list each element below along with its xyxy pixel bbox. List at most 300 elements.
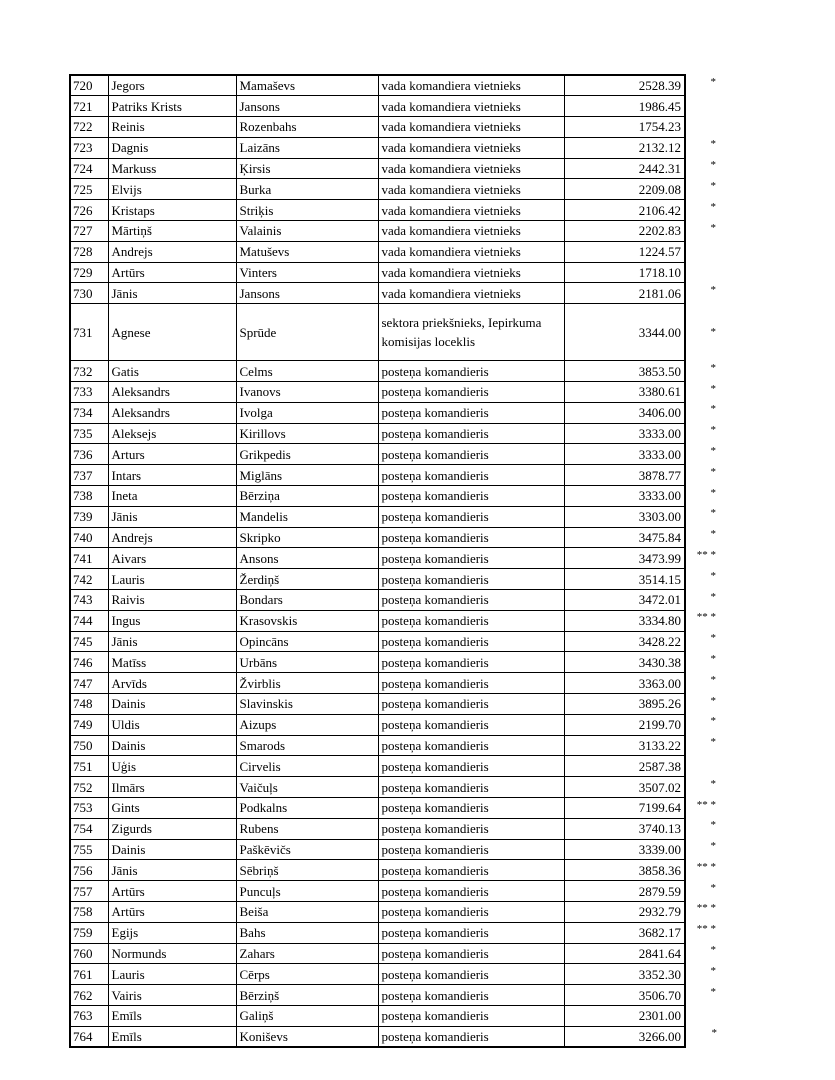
cell-position: posteņa komandieris [378, 631, 564, 652]
cell-last-name: Celms [236, 361, 378, 382]
cell-number: 721 [70, 96, 108, 117]
cell-first-name: Lauris [108, 964, 236, 985]
cell-first-name: Arvīds [108, 673, 236, 694]
cell-last-name: Koniševs [236, 1026, 378, 1047]
cell-last-name: Rubens [236, 818, 378, 839]
cell-position: posteņa komandieris [378, 777, 564, 798]
cell-amount: 3895.26 [564, 694, 685, 715]
cell-note-marker: * [710, 486, 716, 499]
cell-last-name: Vaičuļs [236, 777, 378, 798]
table-row [70, 610, 721, 631]
cell-first-name: Emīls [108, 1026, 236, 1047]
cell-last-name: Miglāns [236, 465, 378, 486]
table-row [70, 361, 721, 382]
cell-position: posteņa komandieris [378, 610, 564, 631]
cell-last-name: Rozenbahs [236, 117, 378, 138]
cell-note-marker: * [710, 465, 716, 478]
cell-number: 738 [70, 486, 108, 507]
cell-note-marker: * [710, 325, 716, 338]
cell-amount: 2181.06 [564, 283, 685, 304]
cell-amount: 3333.00 [564, 444, 685, 465]
cell-last-name: Kirillovs [236, 423, 378, 444]
cell-position: posteņa komandieris [378, 735, 564, 756]
cell-position: posteņa komandieris [378, 506, 564, 527]
cell-number: 731 [70, 304, 108, 361]
cell-amount: 2932.79 [564, 901, 685, 922]
cell-first-name: Emīls [108, 1005, 236, 1026]
cell-position: posteņa komandieris [378, 465, 564, 486]
cell-first-name: Raivis [108, 590, 236, 611]
cell-position: vada komandiera vietnieks [378, 241, 564, 262]
cell-last-name: Zahars [236, 943, 378, 964]
table-row [70, 590, 721, 611]
cell-position: posteņa komandieris [378, 922, 564, 943]
cell-note-marker: * [710, 652, 716, 665]
cell-amount: 3380.61 [564, 382, 685, 403]
cell-amount: 2442.31 [564, 158, 685, 179]
cell-note-marker: * [710, 221, 716, 234]
cell-note-marker [685, 96, 721, 117]
cell-first-name: Andrejs [108, 241, 236, 262]
cell-amount: 3363.00 [564, 673, 685, 694]
cell-number: 737 [70, 465, 108, 486]
cell-last-name: Jansons [236, 96, 378, 117]
cell-number: 743 [70, 590, 108, 611]
cell-number: 723 [70, 137, 108, 158]
cell-first-name: Dainis [108, 735, 236, 756]
cell-first-name: Markuss [108, 158, 236, 179]
cell-number: 724 [70, 158, 108, 179]
cell-number: 752 [70, 777, 108, 798]
cell-first-name: Artūrs [108, 881, 236, 902]
cell-last-name: Vinters [236, 262, 378, 283]
cell-note-marker: * [710, 944, 716, 957]
cell-amount: 3344.00 [564, 304, 685, 361]
cell-amount: 2106.42 [564, 200, 685, 221]
cell-position: vada komandiera vietnieks [378, 200, 564, 221]
cell-first-name: Jānis [108, 283, 236, 304]
cell-first-name: Jānis [108, 631, 236, 652]
cell-amount: 3506.70 [564, 985, 685, 1006]
cell-position: posteņa komandieris [378, 985, 564, 1006]
cell-number: 722 [70, 117, 108, 138]
table-row [70, 75, 721, 96]
cell-number: 760 [70, 943, 108, 964]
table-row [70, 1026, 721, 1047]
cell-last-name: Bahs [236, 922, 378, 943]
cell-amount: 3428.22 [564, 631, 685, 652]
cell-note-marker [685, 262, 721, 283]
table-row [70, 901, 721, 922]
cell-position: posteņa komandieris [378, 423, 564, 444]
cell-number: 748 [70, 694, 108, 715]
cell-first-name: Jānis [108, 860, 236, 881]
cell-number: 761 [70, 964, 108, 985]
cell-first-name: Reinis [108, 117, 236, 138]
cell-amount: 3473.99 [564, 548, 685, 569]
table-row [70, 798, 721, 819]
cell-first-name: Kristaps [108, 200, 236, 221]
table-row [70, 241, 721, 262]
cell-first-name: Elvijs [108, 179, 236, 200]
table-row [70, 943, 721, 964]
cell-last-name: Žvirblis [236, 673, 378, 694]
cell-number: 754 [70, 818, 108, 839]
cell-first-name: Dainis [108, 839, 236, 860]
cell-number: 753 [70, 798, 108, 819]
cell-amount: 2209.08 [564, 179, 685, 200]
table-row [70, 221, 721, 242]
table-row [70, 262, 721, 283]
table-row [70, 735, 721, 756]
cell-first-name: Intars [108, 465, 236, 486]
cell-note-marker: ** * [696, 860, 716, 873]
cell-amount: 3682.17 [564, 922, 685, 943]
cell-amount: 3339.00 [564, 839, 685, 860]
cell-amount: 3430.38 [564, 652, 685, 673]
table-row [70, 465, 721, 486]
cell-last-name: Sprūde [236, 304, 378, 361]
cell-amount: 2132.12 [564, 137, 685, 158]
cell-position: posteņa komandieris [378, 382, 564, 403]
cell-first-name: Matīss [108, 652, 236, 673]
cell-last-name: Podkalns [236, 798, 378, 819]
cell-position: posteņa komandieris [378, 943, 564, 964]
cell-amount: 3334.80 [564, 610, 685, 631]
cell-first-name: Andrejs [108, 527, 236, 548]
table-row [70, 486, 721, 507]
cell-position: posteņa komandieris [378, 361, 564, 382]
table-row [70, 158, 721, 179]
cell-last-name: Sēbriņš [236, 860, 378, 881]
cell-note-marker: ** * [696, 902, 716, 915]
cell-number: 742 [70, 569, 108, 590]
cell-amount: 2202.83 [564, 221, 685, 242]
cell-number: 720 [70, 75, 108, 96]
cell-note-marker: * [710, 819, 716, 832]
cell-amount: 1224.57 [564, 241, 685, 262]
cell-amount: 3266.00 [564, 1026, 685, 1047]
cell-position: posteņa komandieris [378, 756, 564, 777]
cell-number: 746 [70, 652, 108, 673]
cell-number: 733 [70, 382, 108, 403]
cell-last-name: Cērps [236, 964, 378, 985]
cell-last-name: Striķis [236, 200, 378, 221]
cell-number: 757 [70, 881, 108, 902]
cell-number: 728 [70, 241, 108, 262]
cell-note-marker: * [710, 159, 716, 172]
cell-position: vada komandiera vietnieks [378, 75, 564, 96]
cell-position: vada komandiera vietnieks [378, 137, 564, 158]
cell-amount: 7199.64 [564, 798, 685, 819]
cell-first-name: Ineta [108, 486, 236, 507]
cell-first-name: Artūrs [108, 262, 236, 283]
cell-note-marker: * [710, 444, 716, 457]
cell-amount: 2841.64 [564, 943, 685, 964]
table-row [70, 756, 721, 777]
cell-note-marker [685, 756, 721, 777]
cell-note-marker: * [710, 632, 716, 645]
cell-last-name: Skripko [236, 527, 378, 548]
cell-number: 735 [70, 423, 108, 444]
cell-note-marker: * [710, 138, 716, 151]
table-row [70, 839, 721, 860]
cell-last-name: Puncuļs [236, 881, 378, 902]
cell-last-name: Beiša [236, 901, 378, 922]
cell-last-name: Ivanovs [236, 382, 378, 403]
cell-first-name: Ilmārs [108, 777, 236, 798]
cell-amount: 3475.84 [564, 527, 685, 548]
cell-first-name: Gints [108, 798, 236, 819]
cell-amount: 1986.45 [564, 96, 685, 117]
cell-position: posteņa komandieris [378, 839, 564, 860]
cell-position: vada komandiera vietnieks [378, 262, 564, 283]
cell-number: 745 [70, 631, 108, 652]
cell-note-marker: ** * [696, 548, 716, 561]
cell-amount: 3303.00 [564, 506, 685, 527]
cell-last-name: Bērziņa [236, 486, 378, 507]
cell-position: posteņa komandieris [378, 798, 564, 819]
cell-last-name: Urbāns [236, 652, 378, 673]
cell-amount: 1754.23 [564, 117, 685, 138]
cell-last-name: Grikpedis [236, 444, 378, 465]
table-row [70, 117, 721, 138]
cell-number: 763 [70, 1005, 108, 1026]
cell-number: 739 [70, 506, 108, 527]
cell-first-name: Patriks Krists [108, 96, 236, 117]
cell-first-name: Vairis [108, 985, 236, 1006]
cell-last-name: Opincāns [236, 631, 378, 652]
cell-number: 756 [70, 860, 108, 881]
cell-note-marker: * [710, 179, 716, 192]
cell-note-marker: * [711, 1027, 717, 1040]
cell-note-marker: * [710, 881, 716, 894]
cell-note-marker: * [710, 777, 716, 790]
cell-amount: 1718.10 [564, 262, 685, 283]
cell-first-name: Ingus [108, 610, 236, 631]
cell-number: 750 [70, 735, 108, 756]
cell-last-name: Valainis [236, 221, 378, 242]
cell-first-name: Egijs [108, 922, 236, 943]
cell-position: posteņa komandieris [378, 1005, 564, 1026]
cell-position: posteņa komandieris [378, 527, 564, 548]
table-row [70, 283, 721, 304]
cell-last-name: Slavinskis [236, 694, 378, 715]
cell-first-name: Aleksandrs [108, 382, 236, 403]
cell-last-name: Ķirsis [236, 158, 378, 179]
cell-last-name: Žerdiņš [236, 569, 378, 590]
table-row [70, 444, 721, 465]
cell-number: 732 [70, 361, 108, 382]
cell-position: posteņa komandieris [378, 881, 564, 902]
cell-first-name: Zigurds [108, 818, 236, 839]
table-row [70, 527, 721, 548]
cell-position: posteņa komandieris [378, 402, 564, 423]
cell-first-name: Aleksandrs [108, 402, 236, 423]
cell-number: 734 [70, 402, 108, 423]
cell-position: posteņa komandieris [378, 548, 564, 569]
cell-first-name: Lauris [108, 569, 236, 590]
cell-last-name: Galiņš [236, 1005, 378, 1026]
cell-amount: 3133.22 [564, 735, 685, 756]
cell-position: posteņa komandieris [378, 694, 564, 715]
table-row [70, 652, 721, 673]
table-row [70, 1005, 721, 1026]
cell-first-name: Normunds [108, 943, 236, 964]
cell-first-name: Agnese [108, 304, 236, 361]
table-row [70, 985, 721, 1006]
cell-number: 725 [70, 179, 108, 200]
cell-position: vada komandiera vietnieks [378, 117, 564, 138]
cell-first-name: Gatis [108, 361, 236, 382]
cell-first-name: Aleksejs [108, 423, 236, 444]
cell-note-marker: * [710, 590, 716, 603]
cell-note-marker: * [710, 964, 716, 977]
cell-last-name: Matuševs [236, 241, 378, 262]
cell-position: posteņa komandieris [378, 444, 564, 465]
table-row [70, 304, 721, 361]
cell-amount: 3878.77 [564, 465, 685, 486]
cell-amount: 3472.01 [564, 590, 685, 611]
table-row [70, 179, 721, 200]
cell-note-marker: * [710, 840, 716, 853]
cell-position: posteņa komandieris [378, 1026, 564, 1047]
cell-note-marker: * [710, 283, 716, 296]
cell-position: posteņa komandieris [378, 486, 564, 507]
cell-number: 736 [70, 444, 108, 465]
cell-amount: 3507.02 [564, 777, 685, 798]
cell-first-name: Jānis [108, 506, 236, 527]
cell-position: posteņa komandieris [378, 673, 564, 694]
cell-last-name: Aizups [236, 714, 378, 735]
cell-number: 751 [70, 756, 108, 777]
cell-amount: 3352.30 [564, 964, 685, 985]
cell-last-name: Ivolga [236, 402, 378, 423]
cell-note-marker: ** * [696, 611, 716, 624]
cell-number: 726 [70, 200, 108, 221]
cell-last-name: Mandelis [236, 506, 378, 527]
table-row [70, 137, 721, 158]
cell-note-marker [685, 241, 721, 262]
cell-first-name: Uģis [108, 756, 236, 777]
cell-note-marker: * [710, 694, 716, 707]
cell-number: 747 [70, 673, 108, 694]
cell-note-marker: * [710, 985, 716, 998]
cell-number: 762 [70, 985, 108, 1006]
cell-number: 727 [70, 221, 108, 242]
cell-amount: 3333.00 [564, 486, 685, 507]
table-row [70, 382, 721, 403]
cell-first-name: Aivars [108, 548, 236, 569]
cell-amount: 3514.15 [564, 569, 685, 590]
salary-table-body [70, 75, 721, 1047]
cell-note-marker: * [710, 200, 716, 213]
table-row [70, 548, 721, 569]
cell-position: posteņa komandieris [378, 652, 564, 673]
cell-note-marker: ** * [696, 798, 716, 811]
cell-number: 730 [70, 283, 108, 304]
table-row [70, 423, 721, 444]
cell-note-marker: * [710, 76, 716, 88]
table-row [70, 402, 721, 423]
cell-last-name: Bērziņš [236, 985, 378, 1006]
cell-last-name: Smarods [236, 735, 378, 756]
cell-position: vada komandiera vietnieks [378, 221, 564, 242]
cell-note-marker: * [710, 361, 716, 374]
table-row [70, 673, 721, 694]
cell-position: posteņa komandieris [378, 818, 564, 839]
cell-first-name: Dainis [108, 694, 236, 715]
cell-first-name: Jegors [108, 75, 236, 96]
cell-amount: 3333.00 [564, 423, 685, 444]
cell-last-name: Paškēvičs [236, 839, 378, 860]
cell-amount: 2301.00 [564, 1005, 685, 1026]
cell-number: 755 [70, 839, 108, 860]
cell-number: 740 [70, 527, 108, 548]
table-row [70, 631, 721, 652]
cell-amount: 3406.00 [564, 402, 685, 423]
cell-number: 741 [70, 548, 108, 569]
cell-position: vada komandiera vietnieks [378, 158, 564, 179]
table-row [70, 694, 721, 715]
cell-note-marker: * [710, 673, 716, 686]
cell-position: vada komandiera vietnieks [378, 283, 564, 304]
cell-first-name: Artūrs [108, 901, 236, 922]
table-row [70, 506, 721, 527]
cell-amount: 3853.50 [564, 361, 685, 382]
cell-position: posteņa komandieris [378, 714, 564, 735]
cell-last-name: Krasovskis [236, 610, 378, 631]
cell-number: 744 [70, 610, 108, 631]
cell-position: posteņa komandieris [378, 590, 564, 611]
cell-position: posteņa komandieris [378, 964, 564, 985]
table-row [70, 964, 721, 985]
cell-number: 759 [70, 922, 108, 943]
table-row [70, 818, 721, 839]
cell-number: 749 [70, 714, 108, 735]
cell-first-name: Mārtiņš [108, 221, 236, 242]
cell-position: posteņa komandieris [378, 901, 564, 922]
cell-note-marker: * [710, 736, 716, 749]
cell-note-marker: * [710, 424, 716, 437]
cell-first-name: Uldis [108, 714, 236, 735]
cell-position: vada komandiera vietnieks [378, 96, 564, 117]
cell-last-name: Mamaševs [236, 75, 378, 96]
table-row [70, 922, 721, 943]
cell-note-marker: * [710, 528, 716, 541]
table-row [70, 96, 721, 117]
table-row [70, 569, 721, 590]
cell-first-name: Dagnis [108, 137, 236, 158]
cell-note-marker: ** * [696, 923, 716, 936]
cell-number: 729 [70, 262, 108, 283]
table-row [70, 881, 721, 902]
table-row [70, 777, 721, 798]
salary-table [69, 74, 722, 1048]
cell-last-name: Cirvelis [236, 756, 378, 777]
cell-last-name: Laizāns [236, 137, 378, 158]
cell-last-name: Bondars [236, 590, 378, 611]
cell-note-marker: * [710, 403, 716, 416]
cell-amount: 2587.38 [564, 756, 685, 777]
cell-number: 764 [70, 1026, 108, 1047]
cell-number: 758 [70, 901, 108, 922]
cell-note-marker [685, 117, 721, 138]
cell-amount: 3740.13 [564, 818, 685, 839]
cell-last-name: Jansons [236, 283, 378, 304]
cell-last-name: Ansons [236, 548, 378, 569]
cell-position: sektora priekšnieks, Iepirkuma komisijas loceklis [378, 304, 564, 361]
